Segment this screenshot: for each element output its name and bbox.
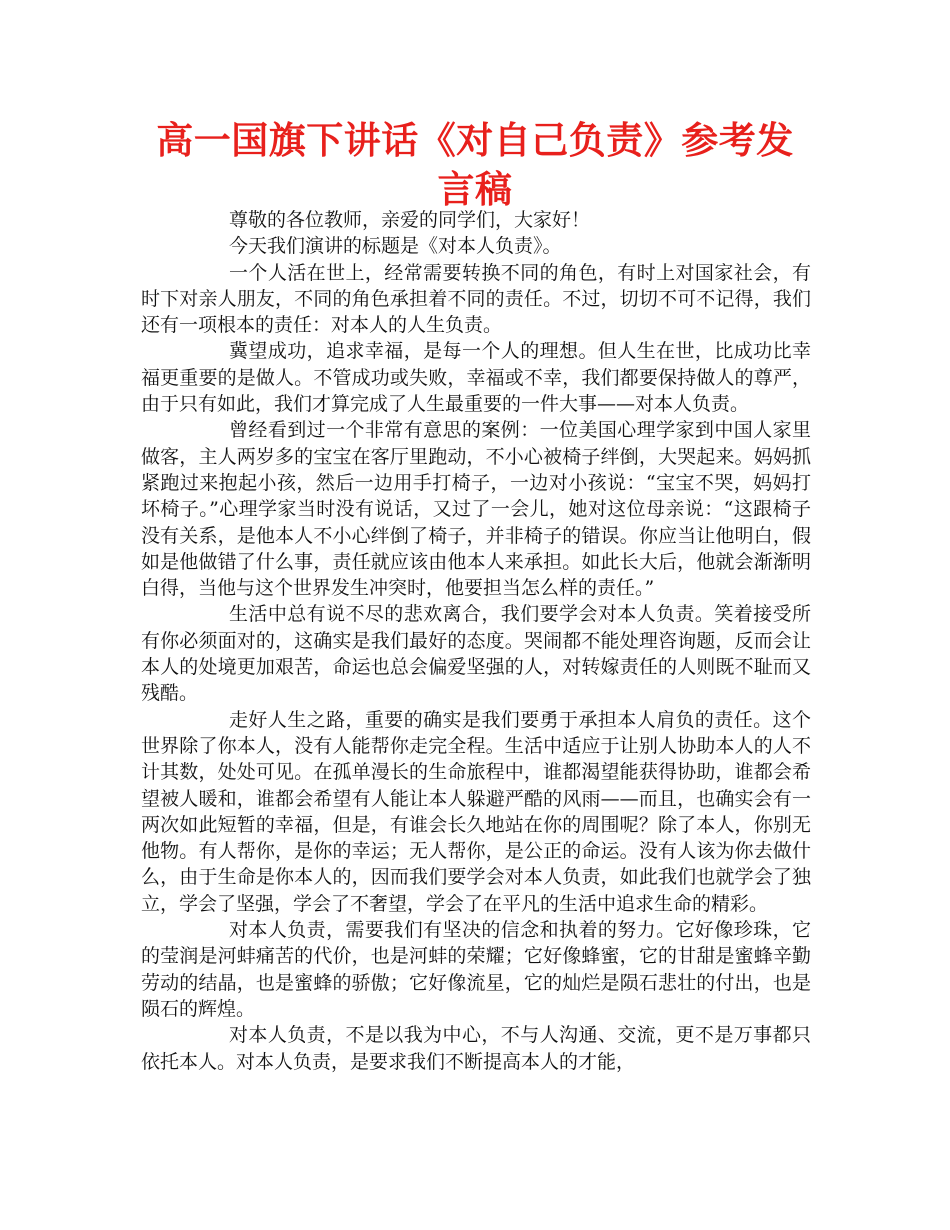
document-body (141, 207, 811, 1075)
paragraph: 走好人生之路，重要的确实是我们要勇于承担本人肩负的责任。这个世界除了你本人，没有人能帮你走完全程。生活中适应于让别人协助本人的人不计其数，处处可见。在孤单漫长的生命旅程中，谁都渴望能获得协助，谁都会希望被人暖和，谁都会希望有人能让本人躲避严酷的风雨——而且，也确实会有一两次如此短暂的幸福，但是，有谁会长久地站在你的周围呢？除了本人，你别无他物。有人帮你，是你的幸运；无人帮你，是公正的命运。没有人该为你去做什么，由于生命是你本人的，因而我们要学会对本人负责，如此我们也就学会了独立，学会了坚强，学会了不奢望，学会了在平凡的生活中追求生命的精彩。 (141, 708, 811, 915)
paragraph: 曾经看到过一个非常有意思的案例：一位美国心理学家到中国人家里做客，主人两岁多的宝宝在客厅里跑动，不小心被椅子绊倒，大哭起来。妈妈抓紧跑过来抱起小孩，然后一边用手打椅子，一边对小孩说：“宝宝不哭，妈妈打坏椅子。”心理学家当时没有说话，又过了一会儿，她对这位母亲说：“这跟椅子没有关系，是他本人不小心绊倒了椅子，并非椅子的错误。你应当让他明白，假如是他做错了什么事，责任就应该由他本人来承担。如此长大后，他就会渐渐明白得，当他与这个世界发生冲突时，他要担当怎么样的责任。” (141, 419, 811, 600)
paragraph-topic: 今天我们演讲的标题是《对本人负责》。 (229, 235, 562, 258)
paragraph: 对本人负责，不是以我为中心，不与人沟通、交流，更不是万事都只依托本人。对本人负责，是要求我们不断提高本人的才能， (141, 1024, 811, 1073)
paragraph: 一个人活在世上，经常需要转换不同的角色，有时上对国家社会，有时下对亲人朋友，不同的角色承担着不同的责任。不过，切切不可不记得，我们还有一项根本的责任：对本人的人生负责。 (141, 261, 811, 337)
document-title: 高一国旗下讲话《对自己负责》参考发言稿 (156, 119, 794, 211)
paragraph-greeting: 尊敬的各位教师，亲爱的同学们，大家好！ (229, 209, 591, 231)
paragraph: 冀望成功，追求幸福，是每一个人的理想。但人生在世，比成功比幸福更重要的是做人。不管成功或失败，幸福或不幸，我们都要保持做人的尊严，由于只有如此，我们才算完成了人生最重要的一件大事——对本人负责。 (141, 340, 811, 416)
paragraph: 生活中总有说不尽的悲欢离合，我们要学会对本人负责。笑着接受所有你必须面对的，这确实是我们最好的态度。哭闹都不能处理咨询题，反而会让本人的处境更加艰苦，命运也总会偏爱坚强的人，对转嫁责任的人则既不耻而又残酷。 (141, 603, 811, 705)
paragraph: 对本人负责，需要我们有坚决的信念和执着的努力。它好像珍珠，它的莹润是河蚌痛苦的代价，也是河蚌的荣耀；它好像蜂蜜，它的甘甜是蜜蜂辛勤劳动的结晶，也是蜜蜂的骄傲；它好像流星，它的灿烂是陨石悲壮的付出，也是陨石的辉煌。 (141, 919, 811, 1020)
